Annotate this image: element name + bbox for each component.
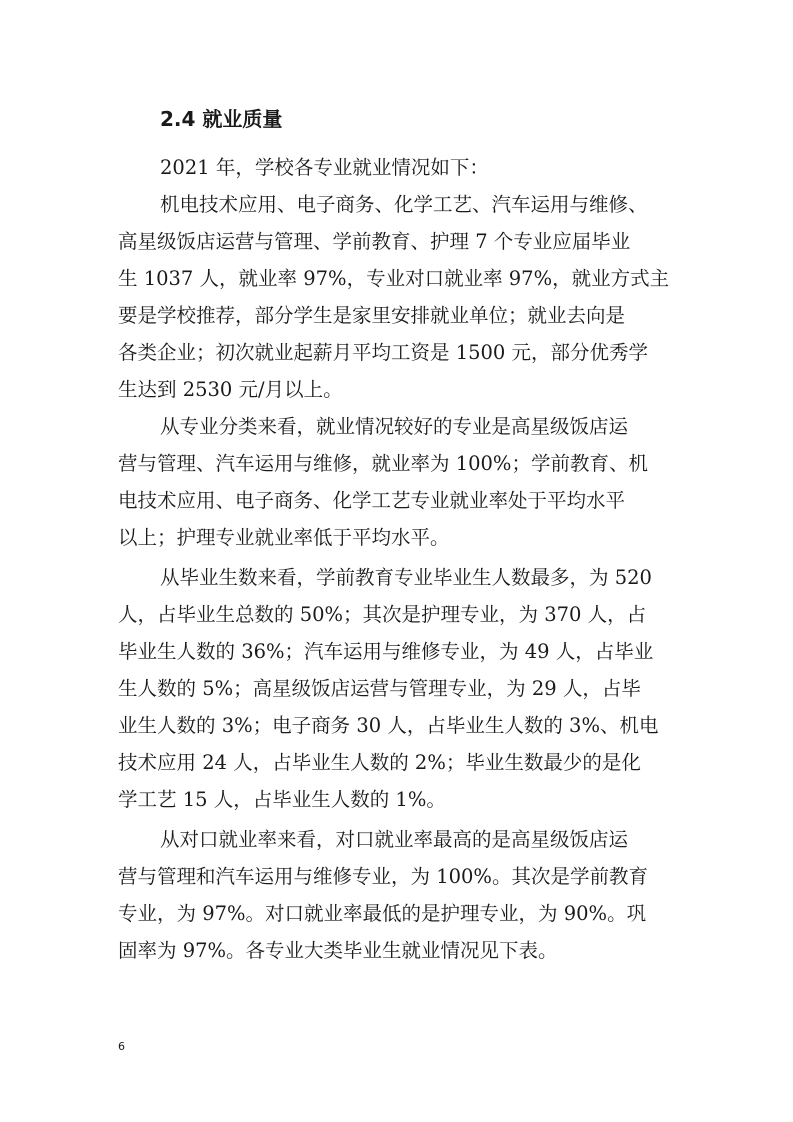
paragraph-line: 技术应用 24 人，占毕业生人数的 2%；毕业生数最少的是化	[118, 751, 641, 774]
paragraph-line: 人，占毕业生总数的 50%；其次是护理专业，为 370 人，占	[118, 603, 647, 626]
paragraph-line: 生 1037 人，就业率 97%，专业对口就业率 97%，就业方式主	[118, 267, 670, 290]
paragraph-line: 生人数的 5%；高星级饭店运营与管理专业，为 29 人，占毕	[118, 677, 641, 700]
paragraph-line: 要是学校推荐，部分学生是家里安排就业单位；就业去向是	[118, 304, 626, 327]
page-number: 6	[118, 1040, 125, 1053]
paragraph-line: 机电技术应用、电子商务、化学工艺、汽车运用与维修、	[160, 193, 648, 216]
paragraph-line: 固率为 97%。各专业大类毕业生就业情况见下表。	[118, 939, 558, 962]
paragraph-line: 业生人数的 3%；电子商务 30 人，占毕业生人数的 3%、机电	[118, 714, 659, 737]
paragraph-line: 毕业生人数的 36%；汽车运用与维修专业，为 49 人，占毕业	[118, 640, 654, 663]
paragraph-line: 生达到 2530 元/月以上。	[118, 378, 343, 401]
paragraph-line: 学工艺 15 人，占毕业生人数的 1%。	[118, 788, 446, 811]
paragraph-line: 电技术应用、电子商务、化学工艺专业就业率处于平均水平	[118, 489, 626, 512]
paragraph-line: 从毕业生数来看，学前教育专业毕业生人数最多，为 520	[160, 566, 652, 589]
paragraph-line: 营与管理、汽车运用与维修，就业率为 100%；学前教育、机	[118, 452, 648, 475]
paragraph-line: 各类企业；初次就业起薪月平均工资是 1500 元，部分优秀学	[118, 341, 649, 364]
paragraph-line: 从对口就业率来看，对口就业率最高的是高星级饭店运	[160, 828, 629, 851]
paragraph-line: 2021 年，学校各专业就业情况如下：	[160, 156, 489, 179]
paragraph-line: 高星级饭店运营与管理、学前教育、护理 7 个专业应届毕业	[118, 230, 631, 253]
paragraph-line: 以上；护理专业就业率低于平均水平。	[118, 526, 450, 549]
paragraph-line: 营与管理和汽车运用与维修专业，为 100%。其次是学前教育	[118, 865, 648, 888]
section-heading: 2.4 就业质量	[160, 107, 283, 131]
paragraph-line: 从专业分类来看，就业情况较好的专业是高星级饭店运	[160, 415, 629, 438]
paragraph-line: 专业，为 97%。对口就业率最低的是护理专业，为 90%。巩	[118, 902, 647, 925]
